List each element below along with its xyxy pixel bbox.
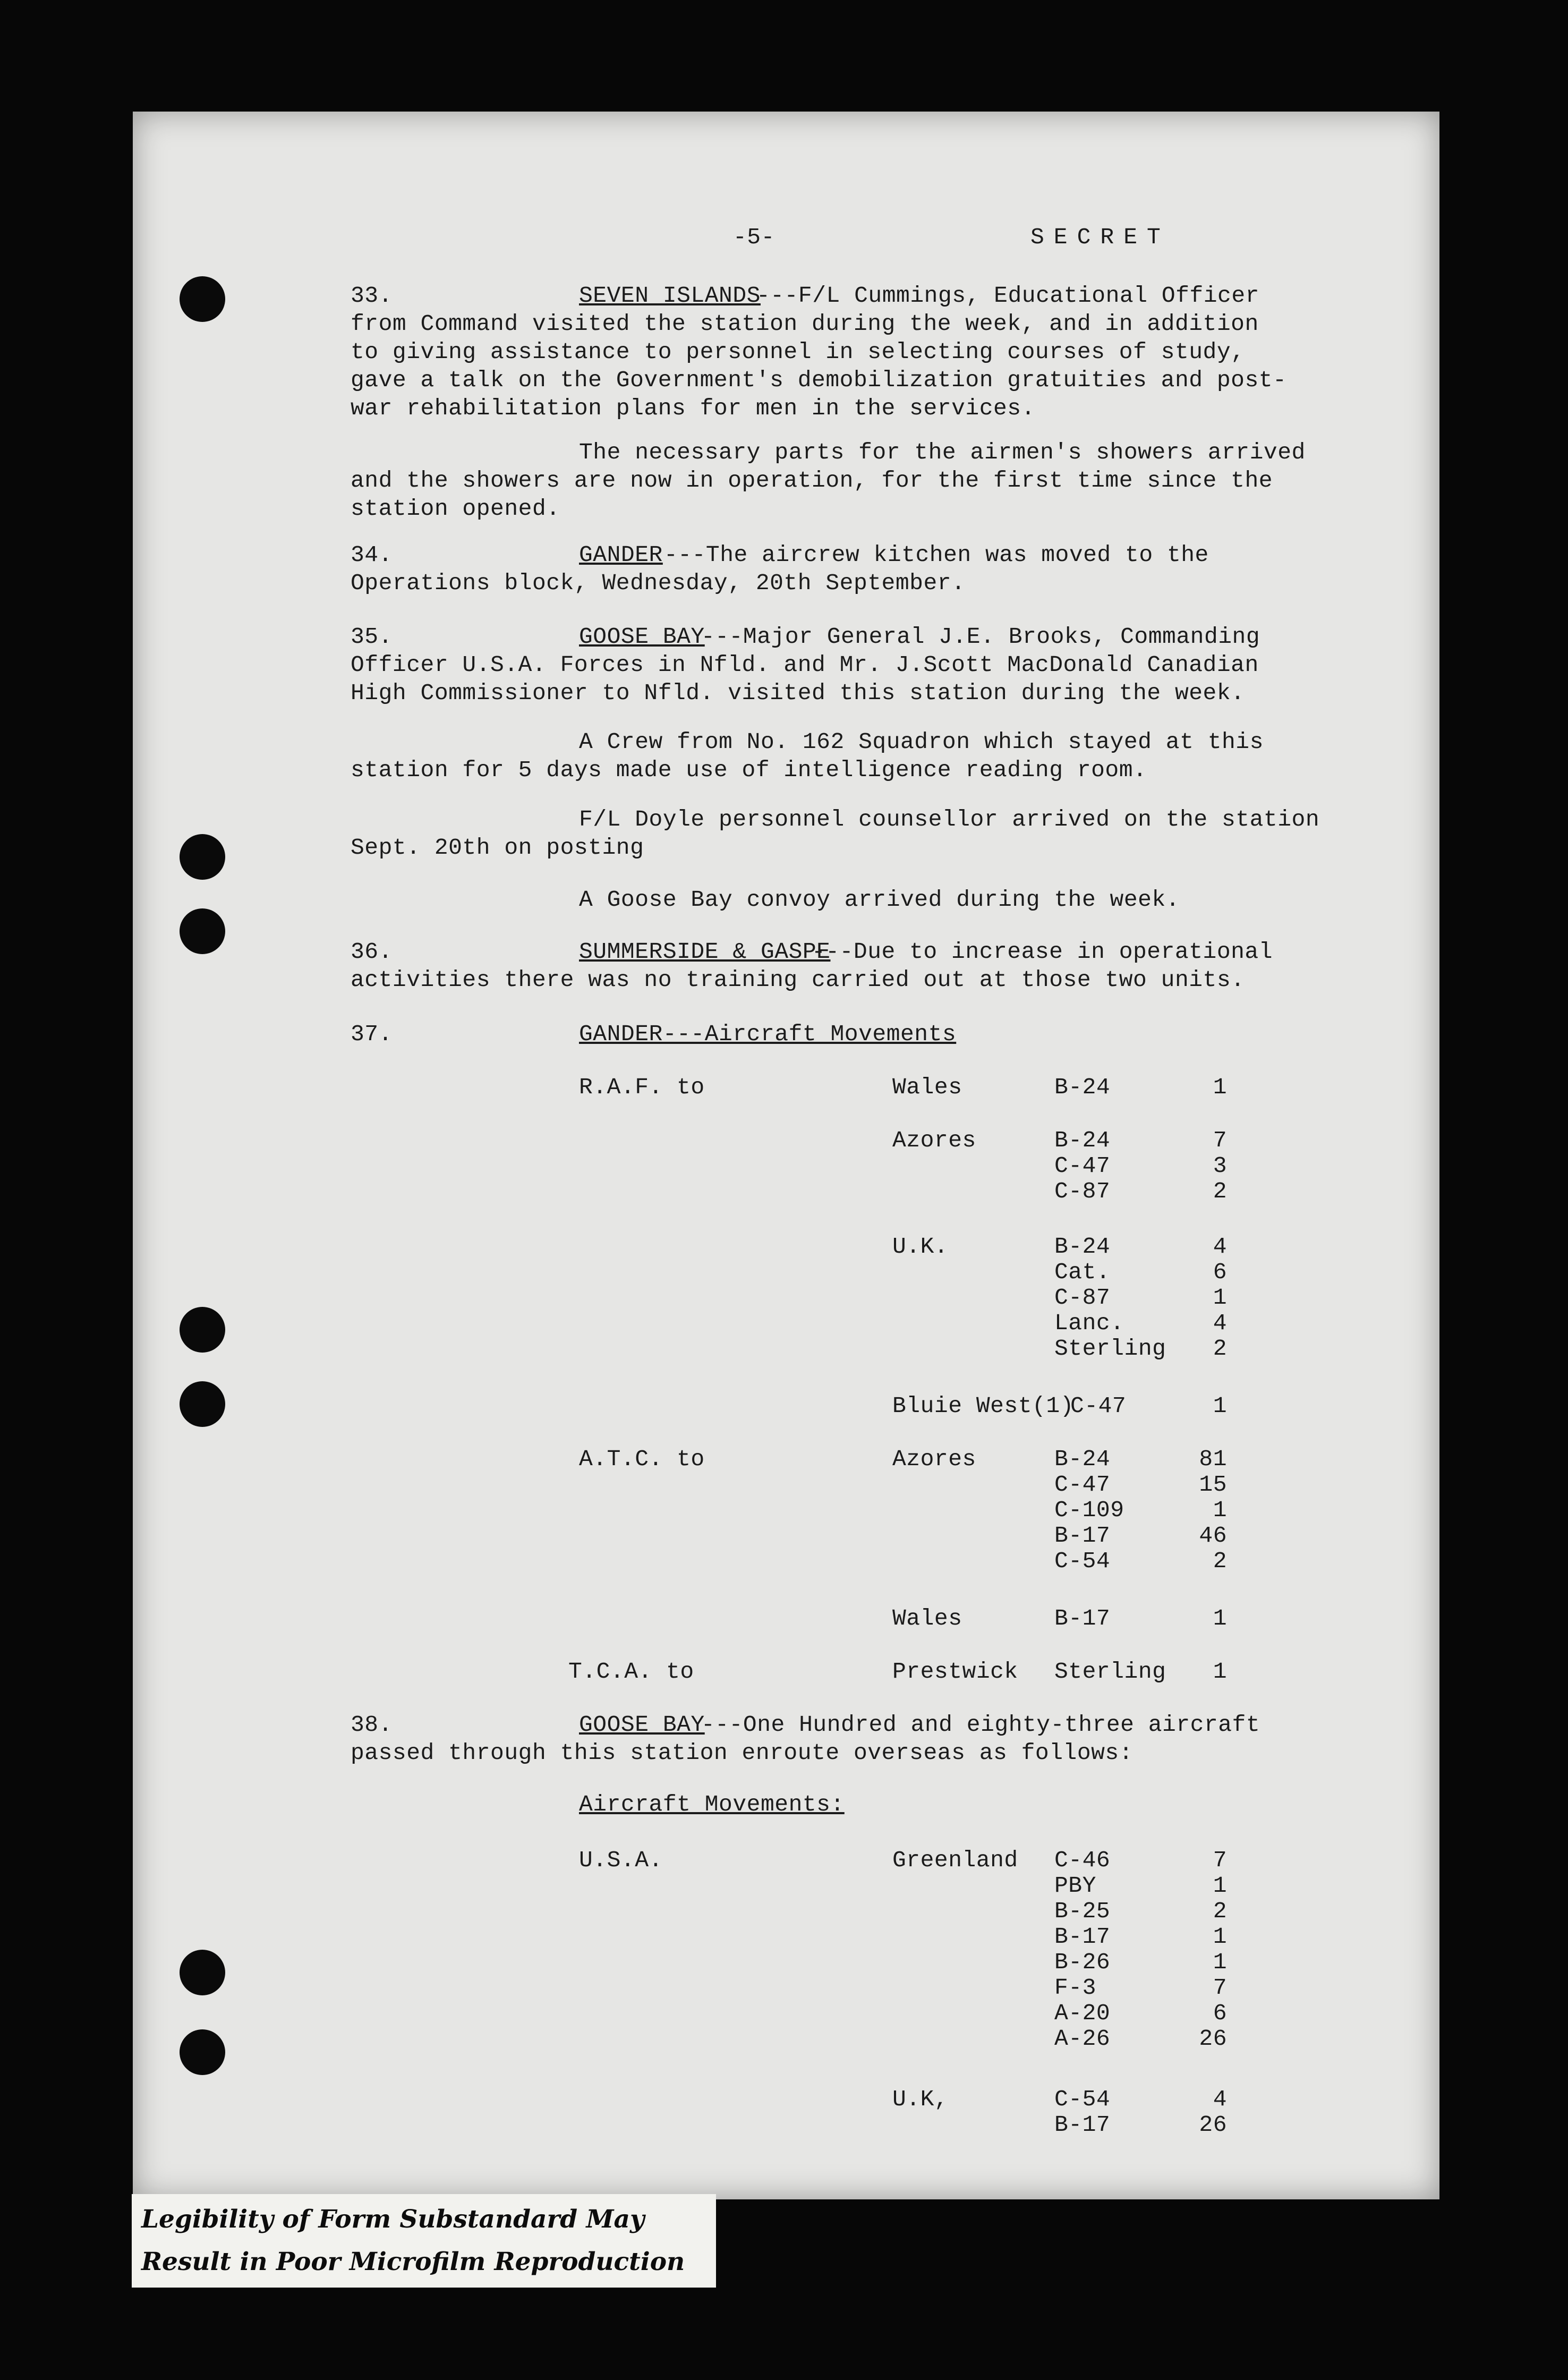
paragraph-heading: GOOSE BAY [579, 1712, 705, 1738]
table-cell-destination: Azores [892, 1446, 976, 1472]
table-cell-count: 1 [1213, 1949, 1227, 1975]
paragraph-line: High Commissioner to Nfld. visited this station during the week. [351, 680, 1245, 706]
table-cell-aircraft: C-87 [1054, 1285, 1111, 1311]
table-cell-aircraft: A-26 [1054, 2026, 1111, 2052]
table-cell-aircraft: Sterling [1054, 1659, 1166, 1685]
table-cell-destination: Wales [892, 1605, 962, 1631]
table-cell-aircraft: C-54 [1054, 1548, 1111, 1574]
paragraph-line: Officer U.S.A. Forces in Nfld. and Mr. J.Scott MacDonald Canadian [351, 652, 1259, 678]
table-cell-aircraft: A-20 [1054, 2000, 1111, 2026]
paragraph-line: and the showers are now in operation, for the first time since the [351, 468, 1273, 494]
paragraph-line: ---Major General J.E. Brooks, Commanding [701, 624, 1260, 650]
table-cell-destination: Prestwick [892, 1659, 1018, 1685]
paragraph-heading: SEVEN ISLANDS [579, 283, 761, 309]
table-cell-count: 26 [1199, 2026, 1227, 2052]
table-cell-count: 1 [1213, 1285, 1227, 1311]
punch-hole [180, 1381, 225, 1427]
table-cell-aircraft: Sterling [1054, 1336, 1166, 1362]
table-cell-aircraft: C-47 [1070, 1393, 1127, 1419]
table-cell-count: 7 [1213, 1847, 1227, 1873]
table-cell-aircraft: B-25 [1054, 1898, 1111, 1924]
paragraph-line: war rehabilitation plans for men in the services. [351, 395, 1035, 421]
table-cell-count: 1 [1213, 1497, 1227, 1523]
table-cell-aircraft: F-3 [1054, 1975, 1096, 2001]
table-cell-aircraft: C-87 [1054, 1178, 1111, 1204]
section-heading: Aircraft Movements: [579, 1791, 845, 1817]
table-cell-count: 81 [1199, 1446, 1227, 1472]
paragraph-number: 38. [351, 1712, 393, 1738]
paragraph-number: 35. [351, 624, 393, 650]
paragraph-line: F/L Doyle personnel counsellor arrived on the station [579, 806, 1320, 832]
table-cell-destination: U.K. [892, 1234, 949, 1260]
paragraph-line: The necessary parts for the airmen's showers arrived [579, 439, 1306, 465]
paragraph-heading: GANDER---Aircraft Movements [579, 1021, 957, 1047]
table-cell-count: 1 [1213, 1873, 1227, 1899]
punch-hole [180, 2029, 225, 2075]
paragraph-line: A Crew from No. 162 Squadron which stayed at this [579, 729, 1264, 755]
punch-hole [180, 1950, 225, 1995]
table-cell-count: 2 [1213, 1336, 1227, 1362]
table-cell-count: 1 [1213, 1605, 1227, 1631]
table-cell-aircraft: B-26 [1054, 1949, 1111, 1975]
paragraph-number: 33. [351, 283, 393, 309]
table-cell-count: 6 [1213, 1259, 1227, 1285]
paragraph-line: ---One Hundred and eighty-three aircraft [701, 1712, 1260, 1738]
table-cell-aircraft: B-17 [1054, 1924, 1111, 1950]
paragraph-line: station opened. [351, 496, 560, 522]
table-cell-aircraft: B-17 [1054, 1605, 1111, 1631]
paragraph-line: A Goose Bay convoy arrived during the week. [579, 887, 1180, 913]
table-cell-count: 46 [1199, 1523, 1227, 1549]
paragraph-line: station for 5 days made use of intelligence reading room. [351, 757, 1147, 783]
table-cell-destination: Azores [892, 1127, 976, 1153]
paragraph-number: 34. [351, 542, 393, 568]
paragraph-heading: GANDER [579, 542, 663, 568]
table-cell-count: 6 [1213, 2000, 1227, 2026]
table-cell-origin: T.C.A. to [568, 1659, 694, 1685]
document-page [133, 112, 1439, 2199]
table-cell-aircraft: C-47 [1054, 1153, 1111, 1179]
table-cell-count: 2 [1213, 1178, 1227, 1204]
table-cell-count: 1 [1213, 1924, 1227, 1950]
punch-hole [180, 908, 225, 954]
table-cell-count: 7 [1213, 1975, 1227, 2001]
table-cell-count: 2 [1213, 1898, 1227, 1924]
table-cell-count: 15 [1199, 1472, 1227, 1498]
page-number: -5- [733, 224, 775, 250]
classification-stamp: SECRET [1030, 224, 1170, 250]
paragraph-line: ---Due to increase in operational [812, 939, 1273, 965]
table-cell-aircraft: B-24 [1054, 1446, 1111, 1472]
table-cell-count: 1 [1213, 1074, 1227, 1100]
paragraph-line: from Command visited the station during the week, and in addition [351, 311, 1259, 337]
table-cell-aircraft: B-24 [1054, 1074, 1111, 1100]
table-cell-origin: U.S.A. [579, 1847, 663, 1873]
paragraph-line: Operations block, Wednesday, 20th September. [351, 570, 966, 596]
microfilm-legibility-note: Legibility of Form Substandard May Result in Poor Microfilm Reproduction [132, 2194, 716, 2288]
paragraph-line: to giving assistance to personnel in selecting courses of study, [351, 339, 1245, 365]
table-cell-aircraft: Lanc. [1054, 1310, 1124, 1336]
table-cell-destination: Greenland [892, 1847, 1018, 1873]
table-cell-count: 7 [1213, 1127, 1227, 1153]
punch-hole [180, 834, 225, 880]
paragraph-line: passed through this station enroute overseas as follows: [351, 1740, 1134, 1766]
paragraph-number: 37. [351, 1021, 393, 1047]
table-cell-count: 4 [1213, 2086, 1227, 2112]
paragraph-line: ---F/L Cummings, Educational Officer [756, 283, 1259, 309]
table-cell-count: 2 [1213, 1548, 1227, 1574]
table-cell-count: 4 [1213, 1234, 1227, 1260]
paragraph-heading: SUMMERSIDE & GASPE [579, 939, 831, 965]
paragraph-line: gave a talk on the Government's demobilization gratuities and post- [351, 367, 1287, 393]
punch-hole [180, 1307, 225, 1353]
table-cell-destination: U.K, [892, 2086, 949, 2112]
table-cell-origin: R.A.F. to [579, 1074, 705, 1100]
table-cell-origin: A.T.C. to [579, 1446, 705, 1472]
table-cell-count: 1 [1213, 1659, 1227, 1685]
table-cell-aircraft: C-54 [1054, 2086, 1111, 2112]
table-cell-aircraft: B-17 [1054, 1523, 1111, 1549]
table-cell-destination: Bluie West(1) [892, 1393, 1074, 1419]
paragraph-line: ---The aircrew kitchen was moved to the [664, 542, 1209, 568]
table-cell-aircraft: PBY [1054, 1873, 1096, 1899]
paragraph-number: 36. [351, 939, 393, 965]
table-cell-count: 1 [1213, 1393, 1227, 1419]
paragraph-line: Sept. 20th on posting [351, 835, 644, 861]
table-cell-aircraft: B-24 [1054, 1127, 1111, 1153]
table-cell-aircraft: B-17 [1054, 2112, 1111, 2138]
table-cell-count: 4 [1213, 1310, 1227, 1336]
table-cell-destination: Wales [892, 1074, 962, 1100]
table-cell-aircraft: B-24 [1054, 1234, 1111, 1260]
table-cell-count: 3 [1213, 1153, 1227, 1179]
table-cell-count: 26 [1199, 2112, 1227, 2138]
paragraph-heading: GOOSE BAY [579, 624, 705, 650]
table-cell-aircraft: C-47 [1054, 1472, 1111, 1498]
paragraph-line: activities there was no training carried out at those two units. [351, 967, 1245, 993]
punch-hole [180, 276, 225, 322]
table-cell-aircraft: C-109 [1054, 1497, 1124, 1523]
table-cell-aircraft: C-46 [1054, 1847, 1111, 1873]
table-cell-aircraft: Cat. [1054, 1259, 1111, 1285]
